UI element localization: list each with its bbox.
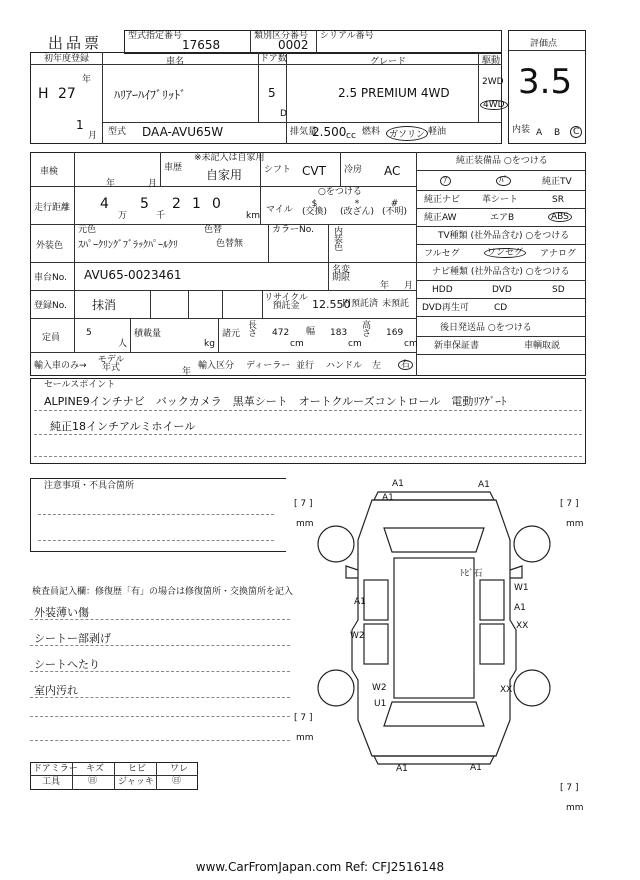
equip-airbag: エアB	[490, 213, 515, 223]
mileage-man: 万	[118, 211, 128, 221]
name-change-label: 名変期限	[332, 265, 351, 283]
type-no-label: 型式指定番号	[128, 31, 183, 41]
tv-oneseg: ワンセグ	[484, 248, 526, 258]
reg-value: 抹消	[92, 298, 117, 312]
legend-scratch: キズ	[86, 764, 104, 774]
mark-right-door-a1: A1	[514, 603, 526, 613]
capacity-label: 定員	[42, 333, 61, 343]
paint-label: 色替	[204, 225, 223, 235]
doors: 5	[268, 86, 276, 100]
mileage-digit-2: 5	[140, 196, 149, 212]
nav-sd: SD	[552, 285, 565, 295]
mileage-mark-note: ○をつける	[318, 187, 362, 197]
mark-left-w2: W2	[350, 631, 365, 641]
drive-4wd: 4WD	[480, 100, 508, 110]
name-change-year-unit: 年	[380, 281, 390, 291]
load-label: 積載量	[134, 329, 162, 339]
tv-title: TV種類 (社外品含む) ○をつける	[438, 231, 570, 241]
import-label: 輸入車のみ→	[34, 361, 87, 371]
car-name-label: 車名	[166, 57, 185, 67]
displacement: 2.500	[312, 125, 347, 139]
tire-depth-rear-right: [ 7 ]	[560, 783, 579, 793]
legend-mirror: ドアミラー	[33, 764, 78, 774]
legend-break: ワレ	[170, 764, 189, 774]
height-cm: cm	[404, 339, 418, 349]
use-label: 車歴	[164, 163, 183, 173]
fuel-value: ガソリン	[386, 126, 428, 141]
tire-unit-front-right: mm	[566, 519, 584, 529]
orig-color-label: 元色	[78, 225, 97, 235]
sales-label: セールスポイント	[44, 380, 116, 390]
first-reg-month-unit: 月	[88, 131, 98, 141]
capacity-unit: 人	[118, 339, 128, 349]
swap-label: $ (交換)	[302, 199, 328, 217]
tamper-label: * (改ざん)	[340, 199, 375, 217]
equip-ac: ｱ	[440, 176, 451, 186]
capacity-value: 5	[86, 328, 92, 338]
color-label: 外装色	[36, 241, 64, 251]
legend-jack: ジャッキ	[118, 777, 154, 787]
form-title: 出品票	[48, 34, 103, 52]
length-label: 長さ	[248, 321, 258, 339]
later-title: 後日発送品 ○をつける	[440, 323, 532, 333]
nav-dvd-play: DVD再生可	[422, 303, 469, 313]
tv-fullseg: フルセグ	[424, 249, 460, 259]
mark-rear-a1-right: A1	[470, 763, 482, 773]
nav-hdd: HDD	[432, 285, 453, 295]
mileage-label: 走行距離	[34, 203, 71, 213]
recycle-value: 12.550	[312, 298, 351, 311]
note-line-1: 外装薄い傷	[34, 606, 89, 619]
type-no: 17658	[182, 38, 221, 52]
mark-rear-right-xx: XX	[500, 685, 513, 695]
use-value: 自家用	[206, 168, 243, 182]
shaken-year-unit: 年	[106, 179, 116, 189]
width-cm: cm	[348, 339, 362, 349]
grade-label: グレード	[370, 57, 407, 67]
width-value: 183	[330, 328, 348, 338]
tire-depth-front-left: [ 7 ]	[294, 499, 313, 509]
car-damage-diagram	[280, 470, 590, 813]
height-label: 高さ	[362, 321, 372, 339]
equip-abs: ABS	[548, 212, 572, 222]
car-name: ﾊﾘｱｰﾊｲﾌﾞﾘｯﾄﾞ	[114, 88, 187, 102]
displacement-unit: cc	[346, 131, 356, 141]
recycle-unit: 円預託済	[342, 299, 379, 309]
use-note: ※未記入は自家用	[194, 153, 265, 163]
nav-dvd: DVD	[492, 285, 512, 295]
shaken-month-unit: 月	[148, 179, 158, 189]
mark-rear-left-u1: U1	[374, 699, 387, 709]
model: DAA-AVU65W	[142, 125, 224, 139]
diesel-label: 軽油	[428, 127, 447, 137]
mileage-digit-3: 2	[172, 196, 181, 212]
mark-front-a1-right: A1	[478, 480, 490, 490]
color-value: ｽﾊﾟｰｸﾘﾝｸﾞﾌﾞﾗｯｸﾊﾟｰﾙｸﾘ	[78, 240, 178, 251]
handle-right: 右	[398, 360, 413, 370]
unknown-label: # (不明)	[382, 199, 408, 217]
import-year-unit: 年	[182, 367, 192, 377]
mark-right-w1: W1	[514, 583, 529, 593]
paint-value: 色替無	[216, 239, 244, 249]
doors-suffix: D	[280, 109, 287, 119]
fuel-label: 燃料	[362, 127, 381, 137]
dims-label: 諸元	[222, 329, 241, 339]
mark-windshield-chip: ﾄﾋﾞ石	[460, 569, 483, 579]
equip-tv: 純正TV	[542, 177, 572, 187]
ac-label: 冷房	[344, 165, 363, 175]
first-reg-month: 1	[76, 118, 84, 132]
score-label: 評価点	[530, 39, 558, 49]
equip-sr: SR	[552, 195, 564, 205]
notes-label: 注意事項・不具合箇所	[44, 481, 135, 491]
shift-value: CVT	[302, 164, 326, 178]
legend-tools-mark: ㊐	[88, 776, 98, 786]
score-value: 3.5	[518, 62, 573, 102]
dealer-label: ディーラー	[246, 361, 291, 371]
length-value: 472	[272, 328, 290, 338]
drive-label: 駆動	[482, 56, 501, 66]
class-no: 0002	[278, 38, 309, 52]
grade: 2.5 PREMIUM 4WD	[338, 86, 450, 100]
handle-label: ハンドル	[326, 361, 363, 371]
sales-line-1: ALPINE9インチナビ バックカメラ 黒革シート オートクルーズコントロール 電動ﾘｱｹﾞｰﾄ	[44, 395, 507, 408]
interior-grade-a: A	[536, 128, 543, 138]
import-div-label: 輸入区分	[198, 361, 235, 371]
chassis-value: AVU65-0023461	[84, 268, 182, 282]
sales-line-2: 純正18インチアルミホイール	[50, 420, 196, 433]
interior-label: 内装	[512, 125, 531, 135]
legend-jack-mark: ㊐	[172, 776, 182, 786]
shaken-label: 車検	[40, 167, 59, 177]
model-label: 型式	[108, 127, 127, 137]
serial-label: シリアル番号	[320, 31, 374, 41]
first-reg-year: 27	[58, 86, 76, 102]
nav-title: ナビ種類 (社外品含む) ○をつける	[432, 267, 570, 277]
recycle-unpaid: 未預託	[382, 299, 410, 309]
mileage-digit-4: 1	[192, 196, 201, 212]
footer-ref: www.CarFromJapan.com Ref: CFJ2516148	[195, 860, 445, 874]
recycle-label: リサイクル預託金	[264, 293, 308, 311]
mile-label: マイル	[266, 205, 293, 215]
interior-grade-b: B	[554, 128, 561, 138]
height-value: 169	[386, 328, 404, 338]
name-change-month-unit: 月	[404, 281, 414, 291]
model-year-label: モデル年式	[97, 355, 125, 373]
note-line-2: シートー部剥げ	[34, 632, 111, 645]
ac-value: AC	[384, 164, 401, 178]
mark-bumper-a1: A1	[382, 493, 394, 503]
mark-left-door-a1: A1	[354, 597, 366, 607]
legend-tools: 工具	[42, 777, 61, 787]
interior-color-label: 内装色	[334, 227, 344, 253]
first-reg-year-unit: 年	[82, 75, 92, 85]
tire-depth-front-right: [ 7 ]	[560, 499, 579, 509]
equip-aw: 純正AW	[424, 213, 457, 223]
first-reg-label: 初年度登録	[44, 54, 90, 64]
parallel-label: 並行	[296, 361, 315, 371]
tire-unit-rear-left: mm	[296, 733, 314, 743]
mark-right-xx: XX	[516, 621, 529, 631]
tire-depth-rear-left: [ 7 ]	[294, 713, 313, 723]
mileage-digit-1: 4	[100, 196, 109, 212]
legend-crack: ヒビ	[128, 764, 147, 774]
reg-label: 登録No.	[34, 301, 67, 311]
later-manual: 車輌取説	[524, 341, 561, 351]
equip-navi: 純正ナビ	[424, 195, 461, 205]
length-cm: cm	[290, 339, 304, 349]
mileage-sen: 千	[156, 211, 166, 221]
displacement-label: 排気量	[290, 127, 318, 137]
tire-unit-front-left: mm	[296, 519, 314, 529]
doors-label: ドア数	[260, 54, 287, 64]
handle-left: 左	[372, 361, 382, 371]
color-no-label: カラーNo.	[272, 225, 314, 235]
mark-rear-left-w2: W2	[372, 683, 387, 693]
mark-front-a1-left: A1	[392, 479, 404, 489]
tv-analog: アナログ	[540, 249, 577, 259]
class-no-label: 類別区分番号	[254, 31, 309, 41]
mileage-km: km	[246, 211, 260, 221]
mileage-digit-5: 0	[212, 196, 221, 212]
nav-cd: CD	[494, 303, 508, 313]
note-line-3: シートへたり	[34, 658, 100, 671]
load-unit: kg	[204, 339, 215, 349]
later-warranty: 新車保証書	[434, 341, 480, 351]
drive-2wd: 2WD	[482, 77, 504, 87]
equipment-title: 純正装備品 ○をつける	[456, 156, 548, 166]
interior-grade-c: C	[570, 126, 582, 138]
inspector-label: 検査員記入欄：修復歴「有」の場合は修復箇所・交換箇所を記入	[32, 587, 294, 597]
note-line-4: 室内汚れ	[34, 684, 78, 697]
width-label: 幅	[306, 327, 316, 337]
equip-pw: ﾊﾟ	[496, 176, 511, 186]
first-reg-era: H	[38, 86, 49, 102]
shift-label: シフト	[264, 165, 292, 175]
chassis-label: 車台No.	[34, 273, 67, 283]
equip-leather: 革シート	[482, 195, 519, 205]
mark-rear-a1-left: A1	[396, 764, 408, 774]
tire-unit-rear-right: mm	[566, 803, 584, 813]
